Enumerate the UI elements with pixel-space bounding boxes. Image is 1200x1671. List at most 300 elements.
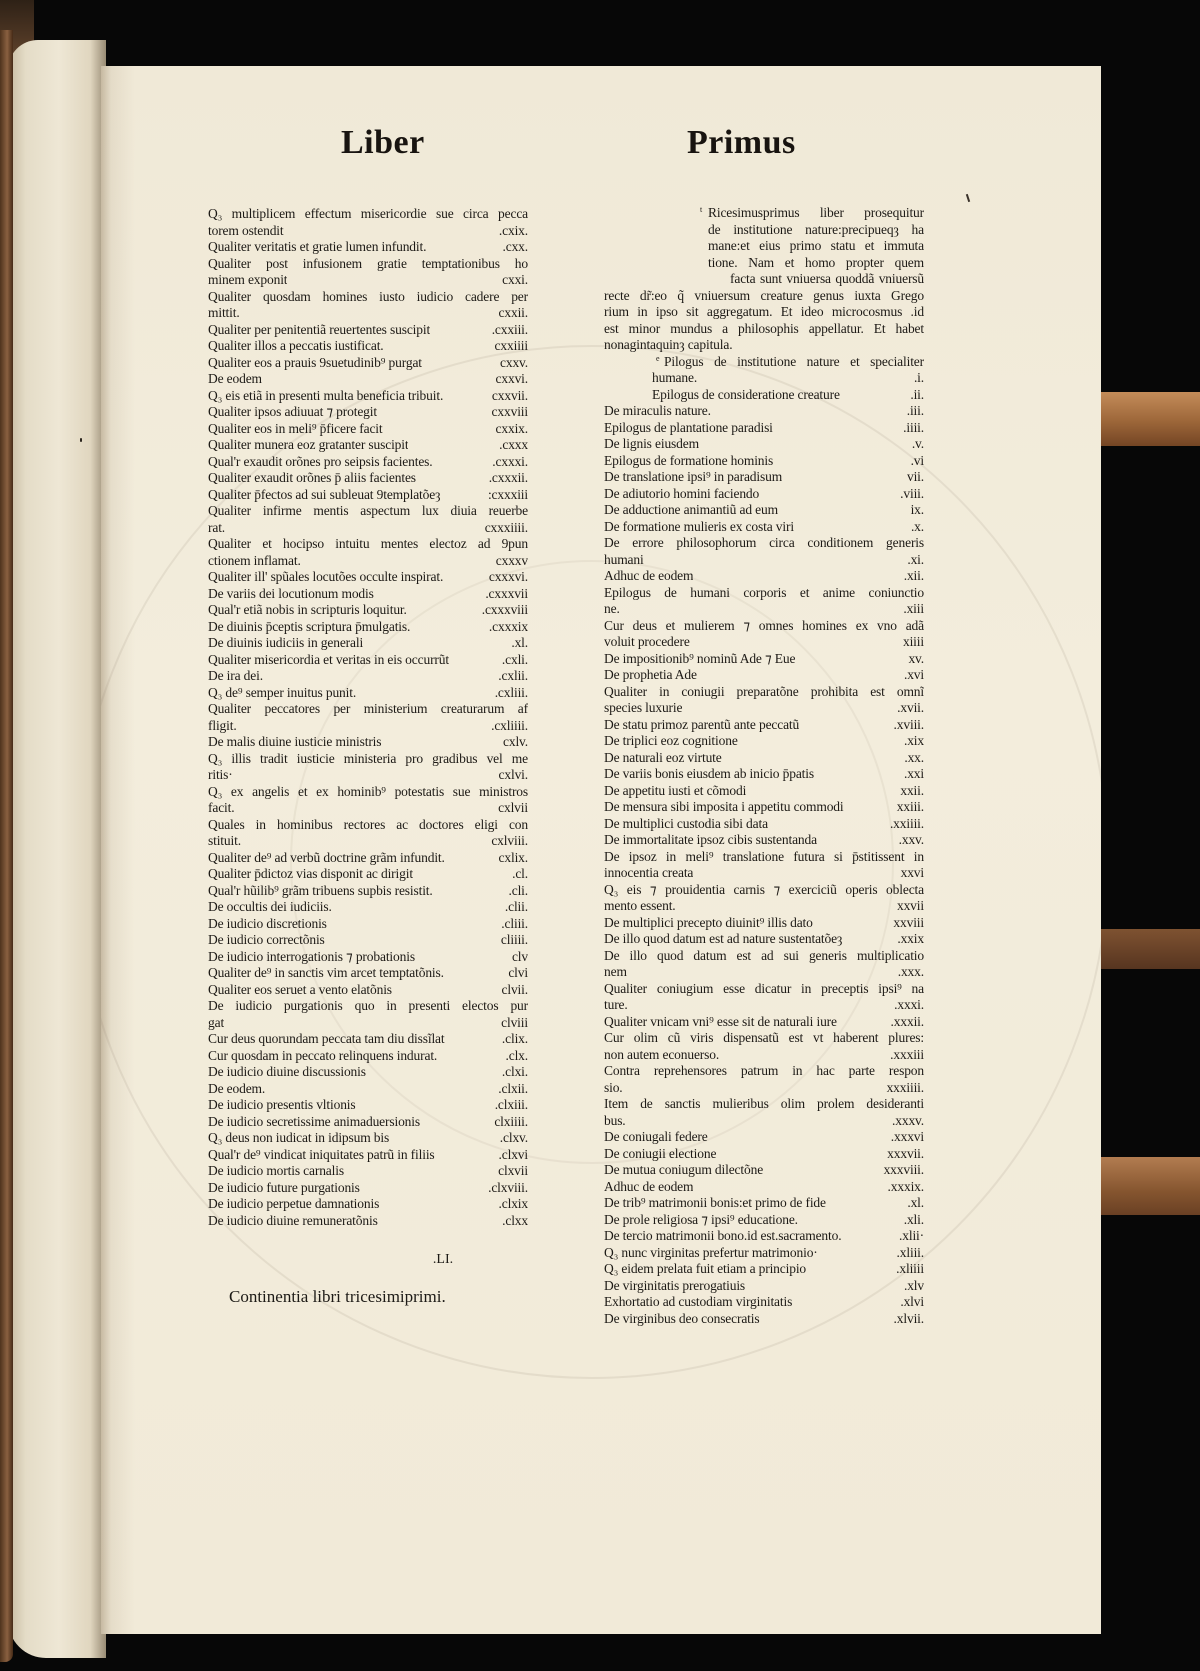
chapter-number: xv. bbox=[908, 650, 924, 666]
toc-entry bbox=[208, 866, 528, 883]
chapter-number: clxiiii. bbox=[494, 1113, 528, 1129]
entry-text: De iudicio secretissime animaduersionis bbox=[208, 1113, 420, 1129]
toc-entry bbox=[604, 585, 924, 602]
entry-text: De multiplici custodia sibi data bbox=[604, 815, 768, 831]
toc-entry bbox=[604, 1047, 924, 1064]
chapter-number: .cxx. bbox=[502, 239, 528, 254]
chapter-number: .xl. bbox=[511, 635, 528, 650]
chapter-number: .xlvii. bbox=[893, 1310, 924, 1326]
toc-entry bbox=[208, 1015, 528, 1032]
chapter-number: .clii. bbox=[504, 899, 528, 914]
chapter-number: .cliii. bbox=[501, 915, 528, 931]
toc-entry bbox=[208, 223, 528, 240]
toc-entry bbox=[208, 965, 528, 982]
toc-entry bbox=[604, 1261, 924, 1278]
entry-text: De illo quod datum est ad sui generis multiplicatio bbox=[604, 947, 924, 963]
entry-text: Q₃ illis tradit iusticie ministeria pro gradibus vel me bbox=[208, 750, 528, 766]
chapter-number: .vi bbox=[910, 452, 924, 468]
entry-text: De variis dei locutionum modis bbox=[208, 585, 374, 601]
toc-entry bbox=[208, 487, 528, 504]
entry-text: De iudicio discretionis bbox=[208, 915, 327, 931]
entry-text: De miraculis nature. bbox=[604, 403, 711, 418]
toc-entry bbox=[208, 833, 528, 850]
chapter-number: cxxix. bbox=[495, 420, 528, 436]
previous-page-edge bbox=[8, 40, 106, 1658]
entry-text: De iudicio future purgationis bbox=[208, 1179, 360, 1195]
chapter-list-left-column bbox=[208, 206, 528, 1229]
entry-text: De prole religiosa ⁊ ipsi⁹ educatione. bbox=[604, 1211, 798, 1227]
chapter-number: .cl. bbox=[512, 866, 528, 881]
chapter-number: .clxii. bbox=[498, 1080, 528, 1096]
toc-entry bbox=[604, 420, 924, 437]
toc-entry bbox=[208, 239, 528, 256]
chapter-number: .cxxxviii bbox=[481, 602, 528, 617]
entry-text: De adiutorio homini faciendo bbox=[604, 485, 760, 501]
entry-text: innocentia creata bbox=[604, 865, 694, 880]
toc-entry bbox=[604, 387, 924, 404]
entry-text: mittit. bbox=[208, 305, 240, 320]
entry-text: est minor mundus a philosophis appellatur. Et habet bbox=[604, 320, 924, 336]
chapter-number: .clxiii. bbox=[494, 1097, 528, 1112]
entry-text: Q₃ eidem prelata fuit etiam a principio bbox=[604, 1261, 807, 1276]
toc-entry bbox=[208, 734, 528, 751]
chapter-number: .clxx bbox=[502, 1212, 528, 1228]
entry-text: facit. bbox=[208, 800, 235, 815]
entry-text: Qualiter post infusionem gratie temptationibus ho bbox=[208, 255, 528, 271]
toc-entry bbox=[604, 1212, 924, 1229]
entry-text: De virginibus deo consecratis bbox=[604, 1310, 760, 1326]
chapter-number: .cxxxvii bbox=[485, 585, 528, 601]
entry-text: Qualiter de⁹ in sanctis vim arcet temptatõnis. bbox=[208, 965, 444, 980]
chapter-number: :cxxxiii bbox=[487, 486, 528, 502]
toc-entry bbox=[604, 1129, 924, 1146]
chapter-number: cxxxiiii. bbox=[484, 519, 528, 535]
toc-entry bbox=[604, 1278, 924, 1295]
entry-text: De coniugali federe bbox=[604, 1129, 708, 1144]
toc-entry bbox=[604, 535, 924, 552]
chapter-number: .clix. bbox=[501, 1031, 528, 1046]
chapter-number: .xix bbox=[903, 733, 924, 748]
entry-text: Q₃ de⁹ semper inuitus punit. bbox=[208, 684, 357, 700]
toc-entry bbox=[604, 1162, 924, 1179]
clasp-strap bbox=[1101, 1157, 1200, 1215]
entry-text: rat. bbox=[208, 519, 226, 535]
entry-text: Qualiter et hocipso intuitu mentes electoz ad 9pun bbox=[208, 536, 528, 551]
toc-entry bbox=[208, 371, 528, 388]
chapter-number: cxxxvi. bbox=[488, 569, 528, 584]
entry-text: De tercio matrimonii bono.id est.sacramento. bbox=[604, 1228, 842, 1243]
chapter-number: cxlviii. bbox=[491, 833, 528, 848]
chapter-number: .xxxiii bbox=[890, 1046, 924, 1062]
toc-entry bbox=[208, 718, 528, 735]
toc-entry bbox=[604, 667, 924, 684]
toc-entry bbox=[604, 816, 924, 833]
chapter-list-right-column bbox=[604, 205, 924, 1327]
entry-text: Contra reprehensores patrum in hac parte respon bbox=[604, 1063, 924, 1078]
guide-letter: t bbox=[700, 205, 703, 214]
entry-text: Qualiter veritatis et gratie lumen infundit. bbox=[208, 239, 427, 254]
entry-text: rium in ipso sit aggregatum. Et ideo microcosmus .id bbox=[604, 304, 924, 319]
toc-entry bbox=[604, 717, 924, 734]
chapter-number: cxlvii bbox=[498, 800, 528, 815]
chapter-number: vii. bbox=[906, 469, 924, 484]
entry-text: Cur deus quorundam peccata tam diu dissĩlat bbox=[208, 1031, 445, 1046]
entry-text: De impositionib⁹ nominũ Ade ⁊ Eue bbox=[604, 650, 796, 666]
entry-text: Q₃ eis ⁊ prouidentia carnis ⁊ exerciciũ operis oblecta bbox=[604, 881, 924, 897]
chapter-number: .cli. bbox=[508, 882, 528, 898]
toc-entry bbox=[208, 883, 528, 900]
chapter-number: .xxxv. bbox=[892, 1112, 924, 1128]
entry-text: Qualiter per penitentiã reuertentes suscipit bbox=[208, 321, 431, 337]
chapter-number: xxvii bbox=[896, 898, 924, 913]
entry-text: De mutua coniugum dilectõne bbox=[604, 1162, 764, 1177]
entry-text: Pilogus de institutione nature et specialiter bbox=[664, 353, 924, 369]
chapter-number: .ii. bbox=[910, 386, 924, 402]
toc-entry bbox=[208, 619, 528, 636]
entry-text: De occultis dei iudiciis. bbox=[208, 899, 332, 914]
entry-text: De iudicio interrogationis ⁊ probationis bbox=[208, 948, 415, 964]
chapter-number: .xli. bbox=[903, 1211, 924, 1227]
toc-entry bbox=[208, 520, 528, 537]
toc-entry bbox=[604, 898, 924, 915]
toc-entry bbox=[208, 652, 528, 669]
chapter-number: xxxiiii. bbox=[886, 1079, 924, 1095]
toc-entry bbox=[604, 222, 924, 239]
entry-text: nem bbox=[604, 964, 627, 979]
entry-text: De diuinis iudiciis in generali bbox=[208, 635, 364, 650]
toc-entry bbox=[604, 271, 924, 288]
chapter-number: .cxliii. bbox=[494, 684, 528, 700]
toc-entry bbox=[208, 817, 528, 834]
chapter-number: .x. bbox=[910, 518, 924, 534]
toc-entry bbox=[208, 272, 528, 289]
toc-entry bbox=[604, 502, 924, 519]
entry-text: Q₃ ex angelis et ex hominib⁹ potestatis sue ministros bbox=[208, 783, 528, 799]
toc-entry bbox=[208, 784, 528, 801]
chapter-number: .xxx. bbox=[897, 964, 924, 979]
entry-text: Adhuc de eodem bbox=[604, 1178, 694, 1194]
entry-text: Qual'r etiã nobis in scripturis loquitur. bbox=[208, 602, 407, 617]
chapter-number: xxviii bbox=[893, 914, 924, 930]
entry-text: Qualiter misericordia et veritas in eis occurrũt bbox=[208, 651, 449, 667]
toc-entry bbox=[208, 916, 528, 933]
toc-entry bbox=[208, 338, 528, 355]
toc-entry bbox=[604, 469, 924, 486]
chapter-number: clxvii bbox=[498, 1163, 528, 1178]
entry-text: bus. bbox=[604, 1112, 626, 1128]
entry-text: Epilogus de humani corporis et anime coniunctio bbox=[604, 584, 924, 600]
chapter-number: .cxxxi. bbox=[492, 453, 528, 469]
toc-entry bbox=[604, 964, 924, 981]
entry-text: De formatione mulieris ex costa viri bbox=[604, 518, 794, 534]
toc-entry bbox=[604, 568, 924, 585]
entry-text: De malis diuine iusticie ministris bbox=[208, 734, 382, 749]
chapter-number: .clxviii. bbox=[488, 1179, 528, 1195]
toc-entry bbox=[604, 997, 924, 1014]
chapter-number: .xvii. bbox=[897, 700, 924, 715]
toc-entry bbox=[604, 783, 924, 800]
entry-text: stituit. bbox=[208, 833, 241, 848]
chapter-number: .xlii· bbox=[899, 1228, 924, 1243]
entry-text: minem exponit bbox=[208, 272, 288, 287]
toc-entry bbox=[604, 1294, 924, 1311]
toc-entry bbox=[604, 948, 924, 965]
toc-entry bbox=[208, 404, 528, 421]
entry-text: Cur olim cũ viris dispensatũ est vt haberent plures: bbox=[604, 1030, 924, 1045]
chapter-number: .xxxix. bbox=[887, 1178, 924, 1194]
toc-entry bbox=[208, 1130, 528, 1147]
toc-entry bbox=[208, 635, 528, 652]
toc-entry bbox=[208, 503, 528, 520]
entry-text: Quales in hominibus rectores ac doctores eligi con bbox=[208, 816, 528, 832]
entry-text: ctionem inflamat. bbox=[208, 552, 301, 568]
toc-entry bbox=[604, 403, 924, 420]
toc-entry bbox=[604, 849, 924, 866]
chapter-number: xxii. bbox=[900, 782, 924, 798]
toc-entry bbox=[604, 304, 924, 321]
entry-text: De translatione ipsi⁹ in paradisum bbox=[604, 469, 783, 484]
toc-entry bbox=[604, 552, 924, 569]
entry-text: ne. bbox=[604, 601, 620, 616]
toc-entry bbox=[604, 832, 924, 849]
ink-speck bbox=[966, 194, 970, 202]
entry-text: De iudicio mortis carnalis bbox=[208, 1163, 344, 1178]
chapter-number: .xlv bbox=[903, 1277, 924, 1293]
entry-text: Qualiter p̄fectos ad sui subleuat 9templatõeȝ bbox=[208, 486, 441, 502]
chapter-number: xxiii. bbox=[896, 799, 924, 814]
ink-speck bbox=[80, 438, 82, 442]
toc-entry bbox=[604, 601, 924, 618]
entry-text: Qualiter ill' spũales locutões occulte inspirat. bbox=[208, 569, 444, 584]
chapter-number: xiiii bbox=[902, 634, 924, 649]
entry-text: Qual'r de⁹ vindicat iniquitates patrũ in filiis bbox=[208, 1146, 435, 1162]
chapter-number: .xvi bbox=[903, 667, 924, 682]
chapter-number: .cxxxii. bbox=[488, 470, 528, 485]
entry-text: Exhortatio ad custodiam virginitatis bbox=[604, 1294, 793, 1309]
chapter-number: xxxviii. bbox=[883, 1162, 924, 1177]
entry-text: De trib⁹ matrimonii bonis:et primo de fide bbox=[604, 1195, 826, 1210]
toc-entry bbox=[208, 421, 528, 438]
entry-text: De statu primoz parentũ ante peccatũ bbox=[604, 716, 800, 732]
chapter-number: clv bbox=[511, 948, 528, 964]
chapter-number: .xxi bbox=[903, 766, 924, 781]
chapter-number: cxxviii bbox=[491, 404, 528, 419]
toc-entry bbox=[208, 569, 528, 586]
entry-text: Qualiter in coniugii preparatõne prohibita est omnĩ bbox=[604, 683, 924, 699]
entry-text: Qualiter infirme mentis aspectum lux diuia reuerbe bbox=[208, 503, 528, 518]
toc-entry bbox=[604, 321, 924, 338]
toc-entry bbox=[208, 470, 528, 487]
toc-entry bbox=[208, 998, 528, 1015]
entry-text: fligit. bbox=[208, 717, 237, 733]
toc-entry bbox=[604, 1195, 924, 1212]
entry-text: gat bbox=[208, 1014, 225, 1030]
chapter-number: .xxxi. bbox=[894, 997, 924, 1012]
chapter-number: cxxvi. bbox=[495, 371, 528, 386]
chapter-number: .xlvi bbox=[900, 1294, 924, 1309]
toc-entry bbox=[208, 322, 528, 339]
toc-entry bbox=[604, 882, 924, 899]
entry-text: Qualiter peccatores per ministerium creaturarum af bbox=[208, 701, 528, 716]
toc-entry bbox=[208, 305, 528, 322]
toc-entry bbox=[604, 1080, 924, 1097]
entry-text: Qual'r exaudit orõnes pro seipsis facientes. bbox=[208, 453, 433, 469]
entry-text: De iudicio correctõnis bbox=[208, 932, 325, 947]
toc-entry bbox=[208, 1031, 528, 1048]
toc-entry bbox=[208, 1064, 528, 1081]
chapter-number: cxlvi. bbox=[498, 767, 528, 782]
toc-entry bbox=[208, 454, 528, 471]
toc-entry bbox=[208, 586, 528, 603]
toc-entry bbox=[604, 618, 924, 635]
entry-text: De triplici eoz cognitione bbox=[604, 733, 738, 748]
entry-text: torem ostendit bbox=[208, 222, 284, 238]
toc-entry bbox=[604, 453, 924, 470]
toc-entry bbox=[208, 685, 528, 702]
toc-entry bbox=[604, 634, 924, 651]
chapter-number: cxxxv bbox=[495, 552, 528, 568]
entry-text: Qualiter vnicam vni⁹ esse sit de naturali iure bbox=[604, 1013, 837, 1029]
toc-entry bbox=[604, 799, 924, 816]
toc-entry bbox=[604, 931, 924, 948]
entry-text: Q₃ nunc virginitas prefertur matrimonio· bbox=[604, 1244, 818, 1260]
toc-entry bbox=[604, 750, 924, 767]
chapter-number: ix. bbox=[910, 502, 924, 517]
entry-text: De immortalitate ipsoz cibis sustentanda bbox=[604, 832, 817, 847]
toc-entry bbox=[208, 1081, 528, 1098]
entry-text: De naturali eoz virtute bbox=[604, 749, 722, 765]
entry-text: Qualiter coniugium esse dicatur in preceptis ipsi⁹ na bbox=[604, 980, 924, 996]
toc-entry bbox=[604, 733, 924, 750]
chapter-number: .cxxiii. bbox=[491, 321, 528, 337]
entry-text: De appetitu iusti et cõmodi bbox=[604, 782, 747, 798]
chapter-number: cxxi. bbox=[502, 272, 528, 287]
entry-text: De multiplici precepto diuinit⁹ illis dato bbox=[604, 914, 813, 930]
entry-text: De prophetia Ade bbox=[604, 667, 697, 682]
toc-entry bbox=[604, 238, 924, 255]
chapter-number: .cxxx bbox=[499, 437, 528, 452]
chapter-number: .viii. bbox=[900, 485, 924, 501]
entry-text: mane:et eius primo statu et immuta bbox=[708, 238, 924, 253]
chapter-number: .xviii. bbox=[893, 716, 924, 732]
toc-entry bbox=[604, 354, 924, 371]
chapter-number: .clx. bbox=[505, 1047, 528, 1063]
chapter-number: .xxv. bbox=[898, 832, 924, 847]
toc-entry bbox=[604, 981, 924, 998]
toc-entry bbox=[604, 1311, 924, 1328]
toc-entry bbox=[208, 751, 528, 768]
chapter-number: .xx. bbox=[904, 749, 924, 765]
toc-entry bbox=[208, 388, 528, 405]
chapter-number: .cxlii. bbox=[498, 668, 528, 683]
entry-text: Qualiter quosdam homines iusto iudicio cadere per bbox=[208, 288, 528, 304]
entry-text: Q₃ deus non iudicat in idipsum bis bbox=[208, 1130, 390, 1145]
entry-text: De diuinis p̄ceptis scriptura p̄mulgatis. bbox=[208, 618, 411, 634]
toc-entry bbox=[604, 486, 924, 503]
entry-text: De lignis eiusdem bbox=[604, 436, 699, 451]
entry-text: De ira dei. bbox=[208, 668, 263, 683]
chapter-number: .clxvi bbox=[498, 1146, 528, 1162]
chapter-number: clvii. bbox=[501, 981, 528, 997]
chapter-number: .xl. bbox=[907, 1195, 924, 1210]
toc-entry bbox=[208, 668, 528, 685]
toc-entry bbox=[208, 850, 528, 867]
chapter-number: .iii. bbox=[906, 403, 924, 418]
toc-entry bbox=[604, 1014, 924, 1031]
entry-text: Cur deus et mulierem ⁊ omnes homines ex vno adã bbox=[604, 617, 924, 633]
toc-entry bbox=[208, 767, 528, 784]
toc-entry bbox=[208, 553, 528, 570]
entry-text: De iudicio purgationis quo in presenti electos pur bbox=[208, 998, 528, 1013]
guide-letter: e bbox=[656, 353, 660, 363]
book-page bbox=[101, 66, 1101, 1634]
chapter-number: .v. bbox=[911, 436, 924, 451]
entry-text: De mensura sibi imposita i appetitu commodi bbox=[604, 799, 844, 814]
entry-text: De adductione animantiũ ad eum bbox=[604, 502, 778, 517]
entry-text: Qualiter eos in meli⁹ p̄ficere facit bbox=[208, 420, 383, 436]
entry-text: De iudicio presentis vltionis bbox=[208, 1097, 356, 1112]
toc-entry bbox=[604, 915, 924, 932]
chapter-number: .xxiiii. bbox=[889, 815, 924, 831]
toc-entry bbox=[604, 436, 924, 453]
entry-text: Qualiter eos a prauis 9suetudinib⁹ purgat bbox=[208, 354, 422, 370]
running-head-left: Liber bbox=[341, 124, 425, 161]
toc-entry bbox=[208, 932, 528, 949]
chapter-number: xxvi bbox=[900, 865, 924, 880]
chapter-number: cxxiiii bbox=[494, 338, 528, 353]
binding-leather-left bbox=[0, 30, 13, 1662]
chapter-number: .clxix bbox=[498, 1196, 528, 1211]
toc-entry bbox=[604, 255, 924, 272]
entry-text: humani bbox=[604, 551, 644, 567]
entry-text: De iudicio diuine remuneratõnis bbox=[208, 1212, 378, 1228]
toc-entry bbox=[604, 1228, 924, 1245]
toc-entry bbox=[208, 355, 528, 372]
toc-entry bbox=[604, 1063, 924, 1080]
toc-entry bbox=[208, 949, 528, 966]
toc-entry bbox=[604, 684, 924, 701]
toc-entry bbox=[208, 1196, 528, 1213]
toc-entry bbox=[208, 536, 528, 553]
entry-text: Cur quosdam in peccato relinquens indurat. bbox=[208, 1047, 438, 1063]
chapter-number: .xxxvi bbox=[890, 1129, 924, 1144]
toc-entry bbox=[208, 1048, 528, 1065]
toc-entry bbox=[208, 289, 528, 306]
entry-text: Qual'r hũilib⁹ grãm tribuens supbis resistit. bbox=[208, 882, 433, 898]
toc-entry bbox=[208, 256, 528, 273]
entry-text: Qualiter eos seruet a vento elatõnis bbox=[208, 981, 392, 997]
toc-entry bbox=[604, 700, 924, 717]
entry-text: mento essent. bbox=[604, 898, 676, 913]
folio-number: .LI. bbox=[432, 1252, 454, 1267]
toc-entry bbox=[604, 519, 924, 536]
toc-entry bbox=[604, 337, 924, 354]
toc-entry bbox=[604, 288, 924, 305]
chapter-number: .cxxxix bbox=[488, 618, 528, 634]
toc-entry bbox=[604, 1096, 924, 1113]
chapter-number: .xi. bbox=[907, 551, 924, 567]
entry-text: non autem econuerso. bbox=[604, 1046, 720, 1062]
entry-text: Q₃ eis etiã in presenti multa beneficia tribuit. bbox=[208, 387, 444, 403]
chapter-number: .i. bbox=[913, 370, 924, 385]
toc-entry bbox=[208, 1147, 528, 1164]
entry-text: tione. Nam et homo propter quem bbox=[708, 254, 924, 270]
entry-text: recte dr̃:eo q̃ vniuersum creature genus iuxta Grego bbox=[604, 287, 924, 303]
chapter-number: .clxv. bbox=[499, 1130, 528, 1145]
entry-text: De illo quod datum est ad nature sustentatõeȝ bbox=[604, 931, 843, 946]
chapter-number: cliiii. bbox=[500, 932, 528, 947]
chapter-number: .xliii. bbox=[896, 1244, 924, 1260]
